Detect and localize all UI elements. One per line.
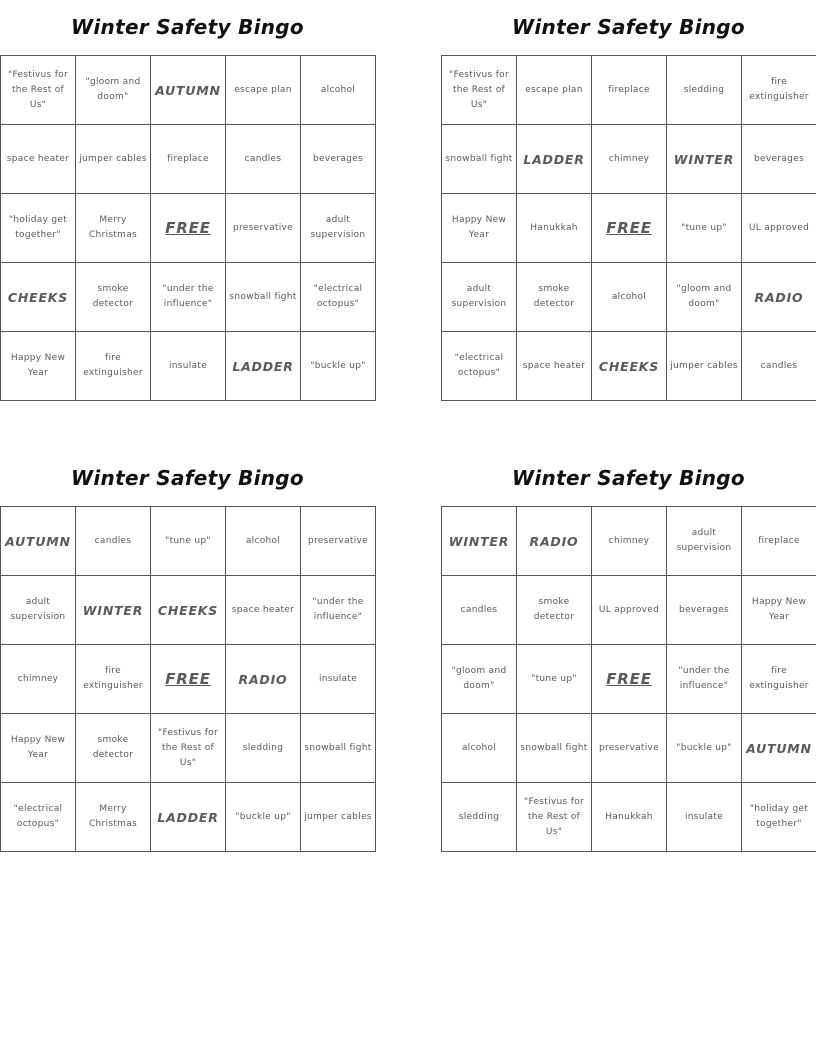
- bingo-cell: beverages: [742, 125, 816, 194]
- bingo-cell: escape plan: [226, 56, 301, 125]
- bingo-grid: [0, 506, 376, 852]
- bingo-cell: fireplace: [592, 56, 667, 125]
- bingo-cell: fireplace: [742, 507, 816, 576]
- bingo-cell: "gloom and doom": [442, 645, 517, 714]
- bingo-cell: Hanukkah: [592, 783, 667, 852]
- grid-row: [1, 194, 376, 263]
- bingo-cell: fireplace: [151, 125, 226, 194]
- grid-row: [1, 783, 376, 852]
- bingo-cell: preservative: [301, 507, 376, 576]
- bingo-cell: Happy New Year: [742, 576, 816, 645]
- bingo-cell: "tune up": [667, 194, 742, 263]
- grid-row: [442, 194, 816, 263]
- bingo-card-4: [441, 451, 816, 852]
- bingo-cell: insulate: [151, 332, 226, 401]
- bingo-cell: chimney: [592, 125, 667, 194]
- bingo-cell: sledding: [667, 56, 742, 125]
- free-space-cell: FREE: [592, 194, 667, 263]
- bingo-cell: space heater: [226, 576, 301, 645]
- bingo-cell: RADIO: [226, 645, 301, 714]
- grid-row: [1, 56, 376, 125]
- bingo-cell: "gloom and doom": [76, 56, 151, 125]
- bingo-cell: alcohol: [226, 507, 301, 576]
- bingo-cell: "under the influence": [301, 576, 376, 645]
- grid-row: [1, 576, 376, 645]
- bingo-cell: CHEEKS: [1, 263, 76, 332]
- card-title: Winter Safety Bingo: [512, 466, 745, 490]
- bingo-cell: "buckle up": [226, 783, 301, 852]
- free-space-cell: FREE: [151, 645, 226, 714]
- bingo-cell: AUTUMN: [742, 714, 816, 783]
- bingo-cell: Happy New Year: [1, 332, 76, 401]
- bingo-cell: fire extinguisher: [742, 645, 816, 714]
- bingo-cell: "electrical octopus": [442, 332, 517, 401]
- grid-row: [1, 645, 376, 714]
- grid-row: [1, 263, 376, 332]
- bingo-cell: LADDER: [226, 332, 301, 401]
- card-title: Winter Safety Bingo: [71, 466, 304, 490]
- bingo-cell: LADDER: [517, 125, 592, 194]
- bingo-cell: smoke detector: [517, 263, 592, 332]
- bingo-cell: jumper cables: [667, 332, 742, 401]
- bingo-cell: candles: [76, 507, 151, 576]
- bingo-cell: candles: [226, 125, 301, 194]
- bingo-cell: "electrical octopus": [301, 263, 376, 332]
- bingo-cell: Happy New Year: [442, 194, 517, 263]
- bingo-cell: Happy New Year: [1, 714, 76, 783]
- grid-row: [442, 125, 816, 194]
- bingo-cell: fire extinguisher: [76, 645, 151, 714]
- bingo-cell: sledding: [442, 783, 517, 852]
- bingo-cell: "holiday get together": [742, 783, 816, 852]
- grid-row: [442, 645, 816, 714]
- free-space-cell: FREE: [151, 194, 226, 263]
- bingo-cell: "Festivus for the Rest of Us": [517, 783, 592, 852]
- bingo-cell: fire extinguisher: [742, 56, 816, 125]
- bingo-cell: CHEEKS: [592, 332, 667, 401]
- bingo-cell: RADIO: [742, 263, 816, 332]
- bingo-cell: smoke detector: [76, 263, 151, 332]
- bingo-cell: "tune up": [151, 507, 226, 576]
- bingo-cell: Hanukkah: [517, 194, 592, 263]
- bingo-cell: insulate: [301, 645, 376, 714]
- bingo-cell: RADIO: [517, 507, 592, 576]
- grid-row: [442, 56, 816, 125]
- bingo-cell: alcohol: [301, 56, 376, 125]
- bingo-cell: candles: [742, 332, 816, 401]
- grid-row: [1, 714, 376, 783]
- bingo-card-2: [441, 0, 816, 401]
- grid-row: [1, 507, 376, 576]
- bingo-cell: WINTER: [442, 507, 517, 576]
- bingo-cell: "buckle up": [301, 332, 376, 401]
- grid-row: [442, 332, 816, 401]
- bingo-cell: "under the influence": [667, 645, 742, 714]
- bingo-cell: Merry Christmas: [76, 194, 151, 263]
- free-space-cell: FREE: [592, 645, 667, 714]
- bingo-cell: chimney: [592, 507, 667, 576]
- bingo-cell: adult supervision: [1, 576, 76, 645]
- bingo-cell: smoke detector: [76, 714, 151, 783]
- grid-row: [442, 576, 816, 645]
- bingo-cell: snowball fight: [442, 125, 517, 194]
- bingo-cell: candles: [442, 576, 517, 645]
- bingo-cell: insulate: [667, 783, 742, 852]
- bingo-cell: CHEEKS: [151, 576, 226, 645]
- bingo-cell: chimney: [1, 645, 76, 714]
- bingo-cell: fire extinguisher: [76, 332, 151, 401]
- bingo-grid: [0, 55, 376, 401]
- bingo-cell: alcohol: [442, 714, 517, 783]
- bingo-grid: [441, 55, 816, 401]
- bingo-cell: "Festivus for the Rest of Us": [151, 714, 226, 783]
- bingo-cell: alcohol: [592, 263, 667, 332]
- grid-row: [442, 783, 816, 852]
- bingo-cell: AUTUMN: [151, 56, 226, 125]
- bingo-cell: snowball fight: [226, 263, 301, 332]
- bingo-cell: "buckle up": [667, 714, 742, 783]
- bingo-cell: jumper cables: [301, 783, 376, 852]
- bingo-cell: preservative: [592, 714, 667, 783]
- bingo-cell: WINTER: [76, 576, 151, 645]
- bingo-cell: "Festivus for the Rest of Us": [1, 56, 76, 125]
- grid-row: [442, 507, 816, 576]
- grid-row: [1, 125, 376, 194]
- bingo-cell: "electrical octopus": [1, 783, 76, 852]
- bingo-grid: [441, 506, 816, 852]
- bingo-cell: LADDER: [151, 783, 226, 852]
- grid-row: [442, 263, 816, 332]
- bingo-cell: WINTER: [667, 125, 742, 194]
- bingo-cell: adult supervision: [442, 263, 517, 332]
- bingo-cell: "gloom and doom": [667, 263, 742, 332]
- bingo-cell: beverages: [301, 125, 376, 194]
- bingo-card-1: [0, 0, 375, 401]
- bingo-cell: preservative: [226, 194, 301, 263]
- bingo-cell: snowball fight: [301, 714, 376, 783]
- bingo-cell: smoke detector: [517, 576, 592, 645]
- bingo-cell: Merry Christmas: [76, 783, 151, 852]
- bingo-cell: escape plan: [517, 56, 592, 125]
- bingo-cell: adult supervision: [301, 194, 376, 263]
- bingo-cell: adult supervision: [667, 507, 742, 576]
- bingo-cell: "holiday get together": [1, 194, 76, 263]
- grid-row: [442, 714, 816, 783]
- bingo-cell: UL approved: [742, 194, 816, 263]
- bingo-cell: sledding: [226, 714, 301, 783]
- bingo-card-3: [0, 451, 375, 852]
- card-title: Winter Safety Bingo: [512, 15, 745, 39]
- bingo-cell: "under the influence": [151, 263, 226, 332]
- bingo-cell: "tune up": [517, 645, 592, 714]
- bingo-cell: AUTUMN: [1, 507, 76, 576]
- bingo-cell: space heater: [517, 332, 592, 401]
- bingo-cell: UL approved: [592, 576, 667, 645]
- card-title: Winter Safety Bingo: [71, 15, 304, 39]
- bingo-cell: jumper cables: [76, 125, 151, 194]
- bingo-cell: beverages: [667, 576, 742, 645]
- bingo-cell: space heater: [1, 125, 76, 194]
- bingo-cell: "Festivus for the Rest of Us": [442, 56, 517, 125]
- bingo-cell: snowball fight: [517, 714, 592, 783]
- grid-row: [1, 332, 376, 401]
